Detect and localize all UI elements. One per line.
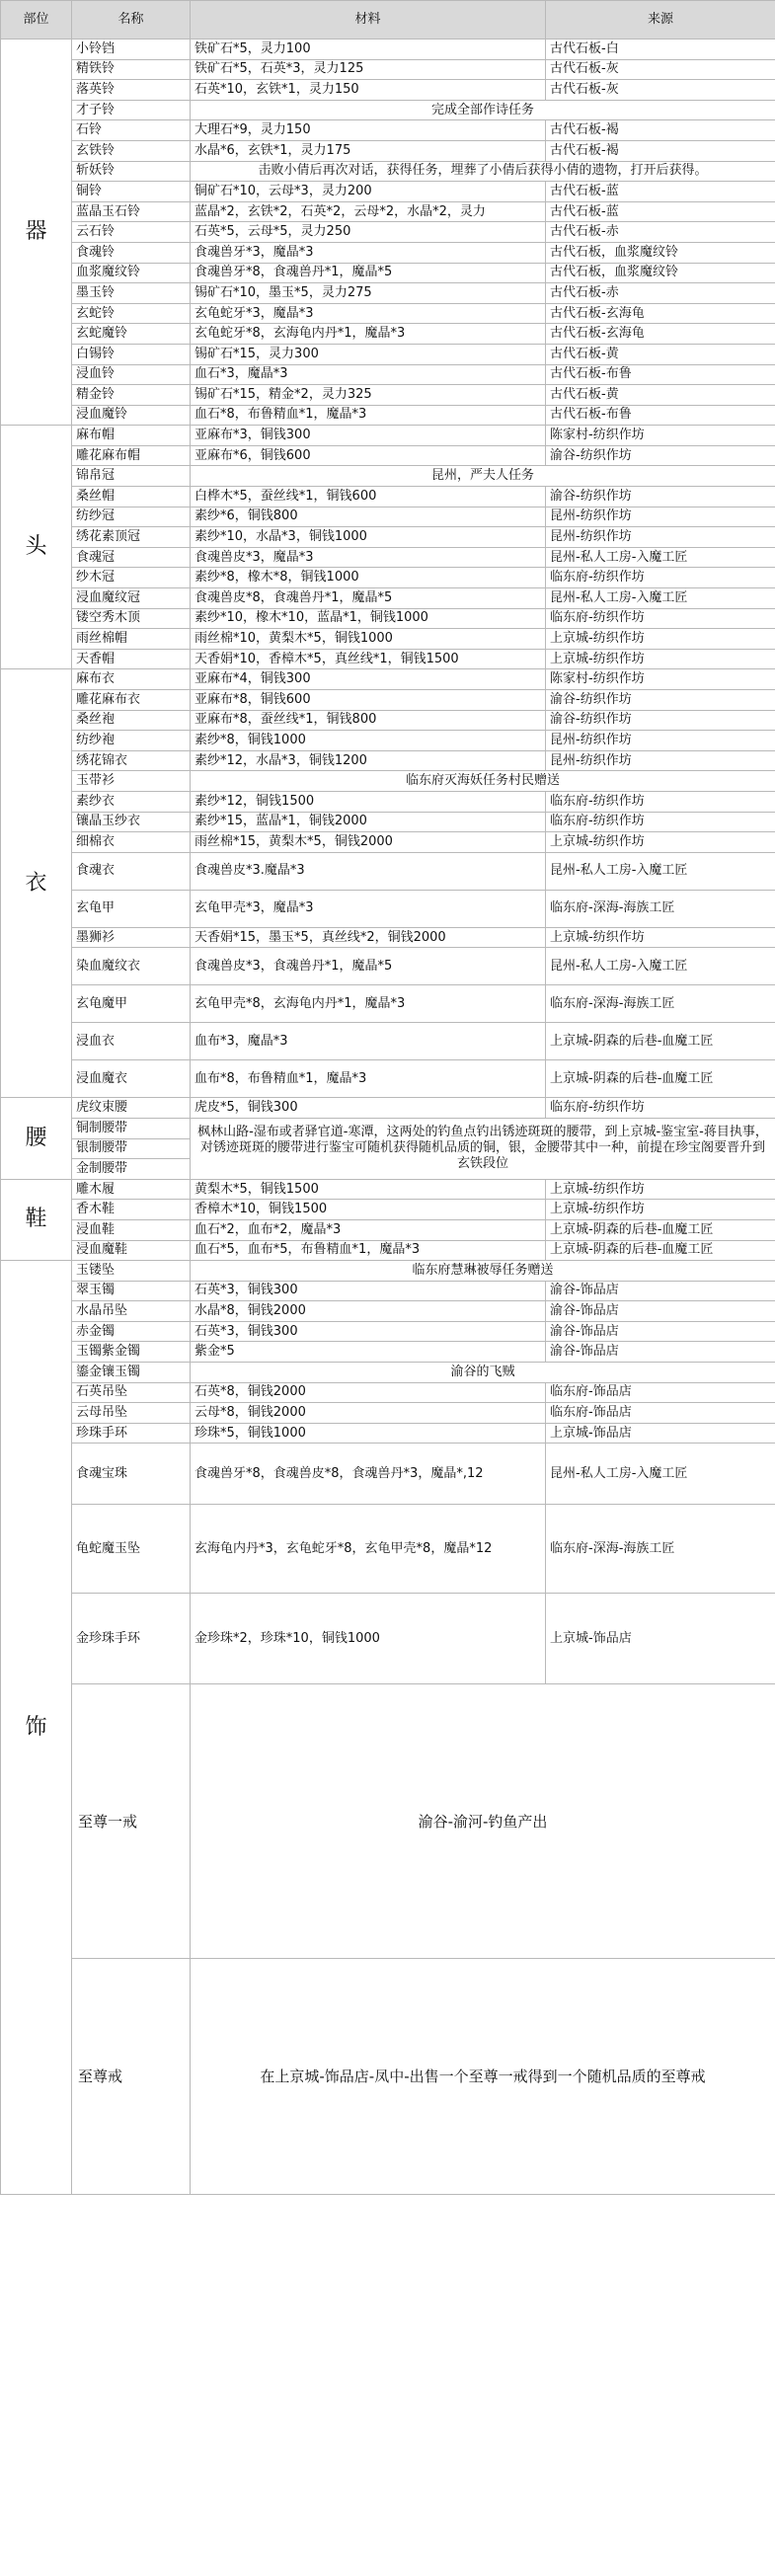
material-cell: 玄龟甲壳*8，玄海龟内丹*1，魔晶*3 [191,985,546,1023]
source-cell: 上京城-饰品店 [546,1594,775,1684]
material-cell: 铁矿石*5，石英*3，灵力125 [191,59,546,80]
table-row [1,771,775,792]
source-cell: 古代石板-黄 [546,385,775,406]
source-cell: 古代石板-蓝 [546,182,775,202]
source-cell: 临东府-纺织作坊 [546,812,775,832]
source-cell: 渝谷-纺织作坊 [546,690,775,711]
material-cell: 血石*2，血布*2，魔晶*3 [191,1219,546,1240]
header-part: 部位 [1,1,72,39]
material-cell: 亚麻布*4，铜钱300 [191,669,546,690]
table-row [1,263,775,283]
source-cell: 上京城-纺织作坊 [546,1200,775,1220]
table-row [1,1098,775,1119]
source-cell: 渝谷-饰品店 [546,1321,775,1342]
source-cell: 上京城-阴森的后巷-血魔工匠 [546,1060,775,1098]
item-name: 纱木冠 [72,568,191,588]
material-cell: 石英*5，云母*5，灵力250 [191,222,546,243]
item-name: 雕花麻布衣 [72,690,191,711]
table-row [1,426,775,446]
table-row [1,1118,775,1138]
material-cell: 血布*8，布鲁精血*1，魔晶*3 [191,1060,546,1098]
source-cell: 古代石板，血浆魔纹铃 [546,263,775,283]
item-name: 翠玉镯 [72,1281,191,1301]
source-cell: 古代石板-布鲁 [546,405,775,426]
source-cell: 古代石板-布鲁 [546,364,775,385]
table-row [1,1261,775,1282]
source-cell: 上京城-阴森的后巷-血魔工匠 [546,1240,775,1261]
source-cell: 临东府-深海-海族工匠 [546,1505,775,1594]
table-row [1,927,775,948]
item-name: 桑丝袍 [72,710,191,731]
item-name: 精铁铃 [72,59,191,80]
item-name: 食魂冠 [72,547,191,568]
item-name: 雕木履 [72,1179,191,1200]
table-row [1,527,775,548]
table-row [1,100,775,120]
item-name: 玉镂坠 [72,1261,191,1282]
material-cell: 珍珠*5，铜钱1000 [191,1423,546,1444]
item-name: 镶晶玉纱衣 [72,812,191,832]
category-cell: 器 [1,39,72,426]
item-name: 纺纱袍 [72,731,191,751]
material-cell: 香樟木*10，铜钱1500 [191,1200,546,1220]
table-row [1,1179,775,1200]
table-row [1,182,775,202]
item-name: 鎏金镶玉镯 [72,1363,191,1383]
source-cell: 昆州-纺织作坊 [546,731,775,751]
source-cell: 上京城-纺织作坊 [546,832,775,853]
material-cell: 食魂兽牙*8，食魂兽皮*8，食魂兽丹*3，魔晶*,12 [191,1444,546,1505]
item-name: 龟蛇魔玉坠 [72,1505,191,1594]
table-row [1,1363,775,1383]
table-row [1,59,775,80]
material-cell: 血石*8，布鲁精血*1，魔晶*3 [191,405,546,426]
item-name: 玄龟魔甲 [72,985,191,1023]
source-cell: 昆州-私人工房-入魔工匠 [546,1444,775,1505]
item-name: 雕花麻布帽 [72,445,191,466]
source-cell: 渝谷-纺织作坊 [546,445,775,466]
item-name: 铜铃 [72,182,191,202]
material-cell: 亚麻布*8，铜钱600 [191,690,546,711]
source-cell: 上京城-纺织作坊 [546,629,775,650]
item-name: 水晶吊坠 [72,1301,191,1322]
item-name: 虎纹束腰 [72,1098,191,1119]
merged-note: 完成全部作诗任务 [191,100,775,120]
item-name: 蓝晶玉石铃 [72,201,191,222]
material-cell: 素纱*6，铜钱800 [191,507,546,527]
item-name: 浸血魔纹冠 [72,588,191,609]
source-cell: 临东府-纺织作坊 [546,568,775,588]
source-cell: 古代石板-白 [546,39,775,60]
source-cell: 临东府-饰品店 [546,1382,775,1403]
source-cell: 临东府-深海-海族工匠 [546,890,775,927]
source-cell: 昆州-私人工房-入魔工匠 [546,588,775,609]
material-cell: 铜矿石*10，云母*3，灵力200 [191,182,546,202]
item-name: 浸血衣 [72,1023,191,1060]
material-cell: 素纱*15，蓝晶*1，铜钱2000 [191,812,546,832]
material-cell: 石英*3，铜钱300 [191,1321,546,1342]
item-name: 绣花素顶冠 [72,527,191,548]
table-row [1,120,775,141]
table-row [1,1240,775,1261]
material-cell: 黄梨木*5，铜钱1500 [191,1179,546,1200]
material-cell: 食魂兽皮*8，食魂兽丹*1，魔晶*5 [191,588,546,609]
source-cell: 古代石板-玄海龟 [546,303,775,324]
source-cell: 古代石板-赤 [546,283,775,304]
item-name: 玄铁铃 [72,140,191,161]
table-row [1,507,775,527]
table-row [1,568,775,588]
item-name: 斩妖铃 [72,161,191,182]
material-cell: 食魂兽皮*3，食魂兽丹*1，魔晶*5 [191,948,546,985]
material-cell: 血石*5，血布*5，布鲁精血*1，魔晶*3 [191,1240,546,1261]
item-name: 落英铃 [72,80,191,101]
item-name: 浸血魔铃 [72,405,191,426]
table-row [1,750,775,771]
merged-note: 临东府灭海妖任务村民赠送 [191,771,775,792]
item-name: 小铃铛 [72,39,191,60]
source-cell: 渝谷-饰品店 [546,1301,775,1322]
material-cell: 金珍珠*2，珍珠*10，铜钱1000 [191,1594,546,1684]
material-cell: 食魂兽皮*3，魔晶*3 [191,547,546,568]
item-name: 麻布帽 [72,426,191,446]
table-row [1,629,775,650]
item-name: 珍珠手环 [72,1423,191,1444]
table-row [1,161,775,182]
table-row [1,948,775,985]
header-row [1,1,775,39]
source-cell: 昆州-纺织作坊 [546,750,775,771]
item-name: 墨玉铃 [72,283,191,304]
item-name: 铜制腰带 [72,1118,191,1138]
source-cell: 陈家村-纺织作坊 [546,426,775,446]
item-name: 玄龟甲 [72,890,191,927]
material-cell: 锡矿石*10，墨玉*5，灵力275 [191,283,546,304]
material-cell: 素纱*12，铜钱1500 [191,791,546,812]
table-row [1,1959,775,2195]
table-row [1,445,775,466]
table-row [1,1060,775,1098]
table-row [1,283,775,304]
table-row [1,731,775,751]
table-row [1,1382,775,1403]
table-row [1,669,775,690]
material-cell: 素纱*10，水晶*3，铜钱1000 [191,527,546,548]
category-cell: 饰 [1,1261,72,2195]
source-cell: 临东府-深海-海族工匠 [546,985,775,1023]
source-cell: 临东府-纺织作坊 [546,1098,775,1119]
source-cell: 古代石板-灰 [546,59,775,80]
source-cell: 临东府-饰品店 [546,1403,775,1424]
material-cell: 玄龟蛇牙*8，玄海龟内丹*1，魔晶*3 [191,324,546,345]
material-cell: 素纱*10，橡木*10，蓝晶*1，铜钱1000 [191,608,546,629]
table-row [1,364,775,385]
material-cell: 锡矿石*15，灵力300 [191,344,546,364]
merged-note: 临东府慧琳被辱任务赠送 [191,1261,775,1282]
table-row [1,852,775,890]
table-row [1,791,775,812]
source-cell: 昆州-纺织作坊 [546,507,775,527]
source-cell: 昆州-纺织作坊 [546,527,775,548]
item-name: 银制腰带 [72,1138,191,1159]
table-row [1,812,775,832]
material-cell: 血布*3，魔晶*3 [191,1023,546,1060]
source-cell: 上京城-纺织作坊 [546,927,775,948]
table-row [1,466,775,487]
material-cell: 素纱*8，橡木*8，铜钱1000 [191,568,546,588]
material-cell: 雨丝棉*15，黄梨木*5，铜钱2000 [191,832,546,853]
table-row [1,690,775,711]
item-name: 食魂铃 [72,242,191,263]
material-cell: 天香娟*15，墨玉*5，真丝线*2，铜钱2000 [191,927,546,948]
table-row [1,1342,775,1363]
source-cell: 古代石板-灰 [546,80,775,101]
table-row [1,890,775,927]
item-name: 绣花锦衣 [72,750,191,771]
item-name: 食魂衣 [72,852,191,890]
item-name: 食魂宝珠 [72,1444,191,1505]
merged-note: 击败小倩后再次对话，获得任务，埋葬了小倩后获得小倩的遗物，打开后获得。 [191,161,775,182]
item-name: 纺纱冠 [72,507,191,527]
item-name: 玉镯紫金镯 [72,1342,191,1363]
material-cell: 大理石*9，灵力150 [191,120,546,141]
table-row [1,1281,775,1301]
table-row [1,1023,775,1060]
source-cell: 古代石板-玄海龟 [546,324,775,345]
item-name: 锦帛冠 [72,466,191,487]
item-name: 白锡铃 [72,344,191,364]
source-cell: 临东府-纺织作坊 [546,791,775,812]
table-row [1,1444,775,1505]
item-name: 至尊戒 [72,1959,191,2195]
table-row [1,649,775,669]
material-cell: 水晶*8，铜钱2000 [191,1301,546,1322]
item-name: 浸血鞋 [72,1219,191,1240]
source-cell: 古代石板-褐 [546,140,775,161]
table-row [1,140,775,161]
material-cell: 云母*8，铜钱2000 [191,1403,546,1424]
source-cell: 上京城-纺织作坊 [546,1179,775,1200]
material-cell: 食魂兽皮*3.魔晶*3 [191,852,546,890]
table-row [1,1403,775,1424]
source-cell: 古代石板-蓝 [546,201,775,222]
material-cell: 紫金*5 [191,1342,546,1363]
material-cell: 亚麻布*3，铜钱300 [191,426,546,446]
source-cell: 昆州-私人工房-入魔工匠 [546,547,775,568]
material-cell: 亚麻布*8，蚕丝线*1，铜钱800 [191,710,546,731]
item-name: 浸血铃 [72,364,191,385]
table-row [1,832,775,853]
item-name: 血浆魔纹铃 [72,263,191,283]
table-row [1,1684,775,1959]
table-row [1,1219,775,1240]
source-cell: 渝谷-饰品店 [546,1342,775,1363]
table-row [1,1423,775,1444]
item-name: 香木鞋 [72,1200,191,1220]
source-cell: 渝谷-纺织作坊 [546,487,775,507]
source-cell: 上京城-纺织作坊 [546,649,775,669]
item-name: 镂空秀木顶 [72,608,191,629]
table-row [1,1505,775,1594]
material-cell: 虎皮*5，铜钱300 [191,1098,546,1119]
item-name: 金珍珠手环 [72,1594,191,1684]
table-row [1,1301,775,1322]
material-cell: 石英*10，玄铁*1，灵力150 [191,80,546,101]
table-row [1,324,775,345]
table-body [1,39,775,2195]
source-cell: 上京城-饰品店 [546,1423,775,1444]
table-row [1,385,775,406]
item-name: 才子铃 [72,100,191,120]
material-cell: 玄龟甲壳*3，魔晶*3 [191,890,546,927]
material-cell: 血石*3，魔晶*3 [191,364,546,385]
merged-note: 枫林山路-湿布或者驿官道-寒潭，这两处的钓鱼点钓出锈迹斑斑的腰带，到上京城-鉴宝室-蒋目执事，对锈迹斑斑的腰带进行鉴宝可随机获得随机品质的铜，银，金腰带其中一种，前提在珍宝阁要晋升到玄铁段位 [191,1118,775,1179]
table-row [1,608,775,629]
source-cell: 渝谷-饰品店 [546,1281,775,1301]
item-name: 浸血魔鞋 [72,1240,191,1261]
item-name: 染血魔纹衣 [72,948,191,985]
material-cell: 石英*8，铜钱2000 [191,1382,546,1403]
material-cell: 素纱*12，水晶*3，铜钱1200 [191,750,546,771]
material-cell: 水晶*6，玄铁*1，灵力175 [191,140,546,161]
material-cell: 铁矿石*5，灵力100 [191,39,546,60]
merged-note: 昆州，严夫人任务 [191,466,775,487]
table-row [1,201,775,222]
material-cell: 食魂兽牙*3，魔晶*3 [191,242,546,263]
category-cell: 头 [1,426,72,669]
source-cell: 昆州-私人工房-入魔工匠 [546,948,775,985]
category-cell: 衣 [1,669,72,1098]
item-name: 玉带衫 [72,771,191,792]
item-name: 细棉衣 [72,832,191,853]
item-name: 金制腰带 [72,1159,191,1180]
item-name: 石铃 [72,120,191,141]
material-cell: 玄海龟内丹*3，玄龟蛇牙*8，玄龟甲壳*8，魔晶*12 [191,1505,546,1594]
item-name: 玄蛇魔铃 [72,324,191,345]
source-cell: 古代石板-褐 [546,120,775,141]
material-cell: 食魂兽牙*8，食魂兽丹*1，魔晶*5 [191,263,546,283]
source-cell: 上京城-阴森的后巷-血魔工匠 [546,1219,775,1240]
category-cell: 鞋 [1,1179,72,1260]
table-row [1,222,775,243]
material-cell: 素纱*8，铜钱1000 [191,731,546,751]
table-row [1,1594,775,1684]
header-material: 材料 [191,1,546,39]
table-row [1,1200,775,1220]
source-cell: 临东府-纺织作坊 [546,608,775,629]
item-name: 麻布衣 [72,669,191,690]
category-cell: 腰 [1,1098,72,1179]
material-cell: 雨丝棉*10，黄梨木*5，铜钱1000 [191,629,546,650]
item-name: 雨丝棉帽 [72,629,191,650]
source-cell: 古代石板，血浆魔纹铃 [546,242,775,263]
material-cell: 石英*3，铜钱300 [191,1281,546,1301]
source-cell: 昆州-私人工房-入魔工匠 [546,852,775,890]
material-cell: 蓝晶*2，玄铁*2，石英*2，云母*2，水晶*2，灵力 [191,201,546,222]
item-name: 云石铃 [72,222,191,243]
item-name: 桑丝帽 [72,487,191,507]
item-name: 云母吊坠 [72,1403,191,1424]
item-name: 至尊一戒 [72,1684,191,1959]
table-row [1,39,775,60]
table-row [1,344,775,364]
source-cell: 上京城-阴森的后巷-血魔工匠 [546,1023,775,1060]
item-name: 天香帽 [72,649,191,669]
table-row [1,547,775,568]
item-name: 精金铃 [72,385,191,406]
table-row [1,80,775,101]
table-row [1,487,775,507]
table-row [1,405,775,426]
material-cell: 玄龟蛇牙*3，魔晶*3 [191,303,546,324]
table-row [1,242,775,263]
material-cell: 锡矿石*15，精金*2，灵力325 [191,385,546,406]
table-row [1,588,775,609]
header-name: 名称 [72,1,191,39]
table-row [1,303,775,324]
material-cell: 亚麻布*6，铜钱600 [191,445,546,466]
table-row [1,985,775,1023]
material-cell: 天香娟*10，香樟木*5，真丝线*1，铜钱1500 [191,649,546,669]
item-name: 赤金镯 [72,1321,191,1342]
merged-note: 渝谷-渝河-钓鱼产出 [191,1684,775,1959]
table-row [1,1321,775,1342]
source-cell: 陈家村-纺织作坊 [546,669,775,690]
item-name: 石英吊坠 [72,1382,191,1403]
item-name: 素纱衣 [72,791,191,812]
item-name: 墨狮衫 [72,927,191,948]
material-cell: 白桦木*5，蚕丝线*1，铜钱600 [191,487,546,507]
item-name: 玄蛇铃 [72,303,191,324]
source-cell: 古代石板-赤 [546,222,775,243]
table-row [1,710,775,731]
merged-note: 在上京城-饰品店-凤中-出售一个至尊一戒得到一个随机品质的至尊戒 [191,1959,775,2195]
item-name: 浸血魔衣 [72,1060,191,1098]
merged-note: 渝谷的飞贼 [191,1363,775,1383]
header-source: 来源 [546,1,775,39]
source-cell: 古代石板-黄 [546,344,775,364]
source-cell: 渝谷-纺织作坊 [546,710,775,731]
